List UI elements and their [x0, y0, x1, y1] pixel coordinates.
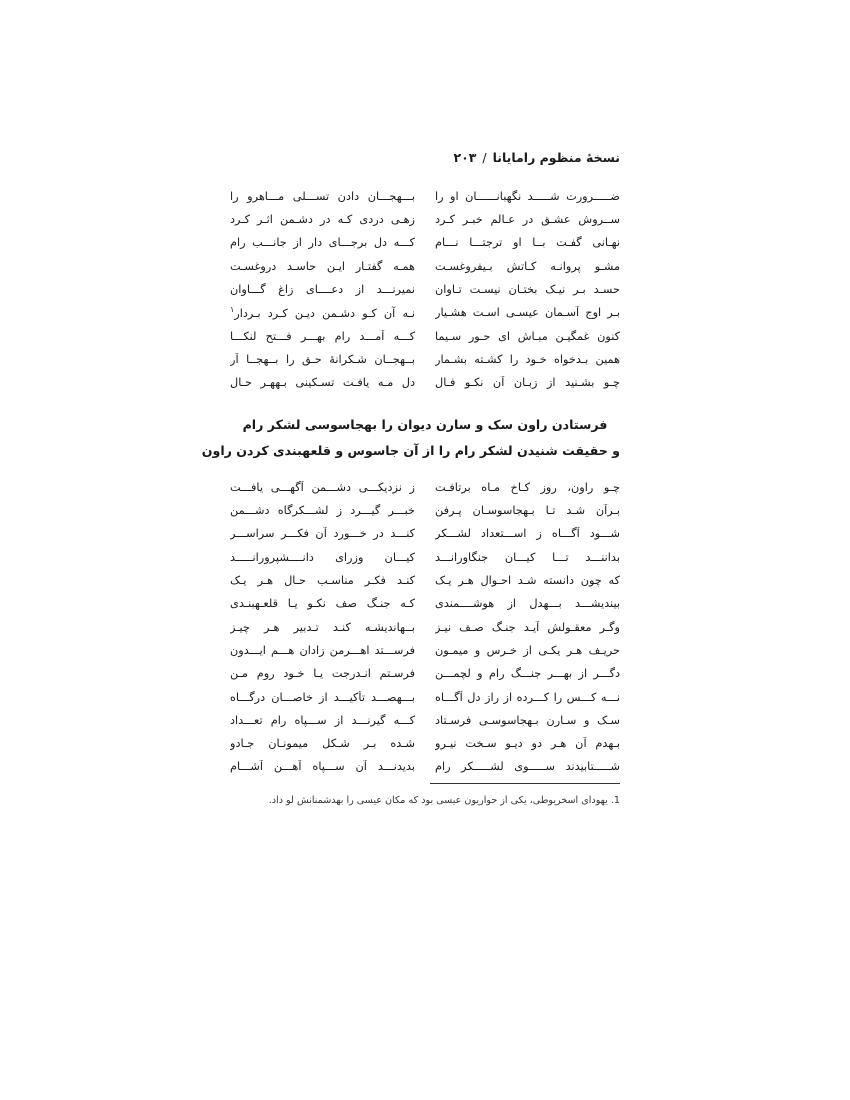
- hemistich-first: [435, 527, 620, 541]
- heading-line-1: فرستادن راون سک و سارن دیوان را بهجاسوسی لشکر رام: [242, 417, 608, 432]
- hemistich-second: [230, 353, 415, 367]
- hemistich-second: [230, 481, 415, 495]
- hemistich-text: فرســـتد اهـــرمن زادان هـــم ایـــدون: [230, 643, 415, 657]
- hemistich-first: [435, 737, 620, 751]
- hemistich-second: [230, 737, 415, 751]
- hemistich-text: بـــهصـــد تأکیـــد از خاصـــان درگـــاه: [230, 690, 415, 704]
- verse-line: [230, 523, 620, 546]
- hemistich-text: کنون غمگیـن مبـاش ای حـور سـیما: [435, 329, 620, 343]
- book-title: نسخهٔ منظوم رامایانا: [492, 150, 620, 165]
- running-header: [230, 150, 620, 165]
- hemistich-first: [435, 306, 620, 320]
- hemistich-text: کنـد فکـر مناسـب حـال هـر یـک: [230, 574, 415, 588]
- verse-line: [230, 616, 620, 639]
- hemistich-text: که چون دانسته شـد احـوال هـر یـک: [435, 574, 620, 588]
- poem-stanza-1: [230, 185, 620, 395]
- hemistich-second: [230, 236, 415, 250]
- footnote: [230, 795, 620, 806]
- hemistich-text: بـــهجـــان دادن تســـلی مـــاهرو را: [230, 189, 415, 203]
- hemistich-text: بـهدم آن هـر دو دیـو سـخت نیـرو: [435, 737, 620, 751]
- hemistich-text: بـرآن شـد تـا بـهجاسوسـان پـرفن: [435, 504, 620, 518]
- hemistich-text: شـــود آگـــاه ز اســـتعداد لشـــکر: [435, 527, 620, 541]
- section-heading: [201, 412, 620, 464]
- verse-line: [230, 546, 620, 569]
- hemistich-text: چـو بشـنید از زبـان آن نکـو فـال: [435, 376, 620, 390]
- hemistich-text: نـــه کـــس را کـــرده از راز دل آگـــاه: [435, 690, 620, 704]
- page-number: ۲۰۳: [453, 150, 477, 165]
- hemistich-first: [435, 330, 620, 344]
- hemistich-first: [435, 621, 620, 635]
- verse-line: [230, 686, 620, 709]
- hemistich-first: [435, 283, 620, 297]
- hemistich-text: بــهاندیشـه کنـد تـدبیر هـر چیـز: [230, 620, 415, 634]
- hemistich-second: [230, 691, 415, 705]
- verse-line: [230, 756, 620, 779]
- hemistich-text: نـه آن کـو دشـمن دیـن کـرد بـردار: [234, 307, 415, 321]
- hemistich-second: [230, 621, 415, 635]
- verse-line: [230, 185, 620, 208]
- verse-line: [230, 208, 620, 231]
- hemistich-text: کیـــان وزرای دانــــشپرورانـــــد: [230, 550, 415, 564]
- hemistich-first: [435, 190, 620, 204]
- verse-line: [230, 499, 620, 522]
- hemistich-text: وگـر معقـولش آیـد جنـگ صـف نیـز: [435, 620, 620, 634]
- hemistich-text: دگـــر از بهـــر جنـــگ رام و لچمـــن: [435, 667, 620, 681]
- heading-line-2: و حقیقت شنیدن لشکر رام را از آن جاسوس و قلعهبندی کردن راون: [201, 443, 620, 458]
- hemistich-text: کـــه آمـــد رام بهـــر فـــتح لنکـــا: [230, 329, 415, 343]
- hemistich-second: [230, 760, 415, 774]
- hemistich-second: [230, 714, 415, 728]
- hemistich-second: [230, 527, 415, 541]
- hemistich-text: ســروش عشـق در عـالم خبـر کـرد: [435, 213, 620, 227]
- hemistich-second: [230, 283, 415, 297]
- hemistich-second: [230, 260, 415, 274]
- verse-line: [230, 592, 620, 615]
- hemistich-second: [230, 190, 415, 204]
- hemistich-text: بداننـــد تـــا کیـــان جنگاورانـــد: [435, 550, 620, 564]
- hemistich-second: [230, 597, 415, 611]
- hemistich-text: بــهجــان شـکرانهٔ حـق را بــهجــا آر: [230, 352, 415, 366]
- footnote-marker: ۱: [230, 305, 235, 315]
- hemistich-text: همین بـدخواه خـود را کشـته بشـمار: [435, 352, 620, 366]
- footnote-text: یهودای اسخریوطی، یکی از حواریون عیسی بود که مکان عیسی را بهدشمنانش لو داد.: [268, 795, 608, 806]
- verse-line: [230, 569, 620, 592]
- hemistich-text: سـک و سـارن بـهجاسوسـی فرسـتاد: [435, 713, 620, 727]
- hemistich-text: کـــه دل برجـــای دار از جانـــب رام: [230, 236, 415, 250]
- hemistich-text: ز نزدیکـــی دشـــمن آگهـــی یافـــت: [230, 480, 415, 494]
- hemistich-second: [230, 551, 415, 565]
- verse-line: [230, 476, 620, 499]
- verse-line: [230, 232, 620, 255]
- verse-line: [230, 348, 620, 371]
- footnote-divider: [430, 783, 620, 784]
- verse-line: [230, 709, 620, 732]
- hemistich-second: [230, 504, 415, 518]
- hemistich-text: کـــه گیرنـــد از ســـپاه رام تعـــداد: [230, 713, 415, 727]
- hemistich-first: [435, 644, 620, 658]
- verse-line: [230, 301, 620, 324]
- hemistich-text: دل مـه یافـت تسـکینی بـههـر حـال: [230, 376, 415, 390]
- hemistich-first: [435, 481, 620, 495]
- verse-line: [230, 255, 620, 278]
- verse-line: [230, 732, 620, 755]
- hemistich-text: فرسـتم انـدرجت یـا خـود روم مـن: [230, 667, 415, 681]
- hemistich-text: حریـف هـر یکـی از خـرس و میمـون: [435, 643, 620, 657]
- hemistich-text: خبـــر گیـــرد ز لشـــکرگاه دشـــمن: [230, 504, 415, 518]
- verse-line: [230, 278, 620, 301]
- hemistich-text: بدیدنـــد آن ســـپاه آهـــن آشـــام: [230, 760, 415, 774]
- hemistich-second: [230, 667, 415, 681]
- hemistich-text: کنـــد در خـــورد آن فکـــر سراســـر: [230, 527, 415, 541]
- hemistich-first: [435, 504, 620, 518]
- verse-line: [230, 325, 620, 348]
- hemistich-second: [230, 574, 415, 588]
- hemistich-text: ضـــــرورت شـــــد نگهبانــــــان او را: [435, 189, 620, 203]
- hemistich-first: [435, 551, 620, 565]
- hemistich-text: بیندیشـــد بـــهدل از هوشــــمندی: [435, 597, 620, 611]
- hemistich-text: بـر اوج آسـمان عیسـی اسـت هشـیار: [435, 306, 620, 320]
- hemistich-second: [230, 213, 415, 227]
- hemistich-first: [435, 574, 620, 588]
- hemistich-first: [435, 760, 620, 774]
- hemistich-second: [230, 644, 415, 658]
- hemistich-first: [435, 714, 620, 728]
- hemistich-text: شـده بـر شـکل میمونـان جـادو: [230, 737, 415, 751]
- hemistich-second: [230, 330, 415, 344]
- hemistich-text: نمیرنـــد از دعــــای زاغ گـــاوان: [230, 283, 415, 297]
- hemistich-text: شـــــتابیدند ســـــوی لشـــــکر رام: [435, 760, 620, 774]
- footnote-number: 1.: [610, 795, 620, 806]
- hemistich-first: [435, 376, 620, 390]
- verse-line: [230, 371, 620, 394]
- hemistich-text: حسـد بـر نیـک بختـان نیسـت تـاوان: [435, 283, 620, 297]
- hemistich-second: [230, 376, 415, 390]
- hemistich-first: [435, 691, 620, 705]
- hemistich-second: [230, 305, 415, 320]
- hemistich-first: [435, 597, 620, 611]
- hemistich-first: [435, 667, 620, 681]
- hemistich-text: همـه گفتـار ایـن حاسـد دروغسـت: [230, 259, 415, 273]
- verse-line: [230, 639, 620, 662]
- verse-line: [230, 662, 620, 685]
- hemistich-first: [435, 236, 620, 250]
- hemistich-text: مشـو پروانـه کـاتش بـیفروغسـت: [435, 259, 620, 273]
- hemistich-first: [435, 213, 620, 227]
- poem-stanza-2: [230, 476, 620, 779]
- header-separator: /: [482, 150, 487, 165]
- hemistich-text: زهـی دردی کـه در دشـمن اثـر کـرد: [230, 213, 415, 227]
- hemistich-text: نهـانی گفـت بــا او ترجتـــا نـــام: [435, 236, 620, 250]
- hemistich-text: چـو راون، روز کـاخ مـاه برتافـت: [435, 480, 620, 494]
- hemistich-text: کـه جنـگ صف نکـو یـا قلعـهبنـدی: [230, 597, 415, 611]
- hemistich-first: [435, 353, 620, 367]
- hemistich-first: [435, 260, 620, 274]
